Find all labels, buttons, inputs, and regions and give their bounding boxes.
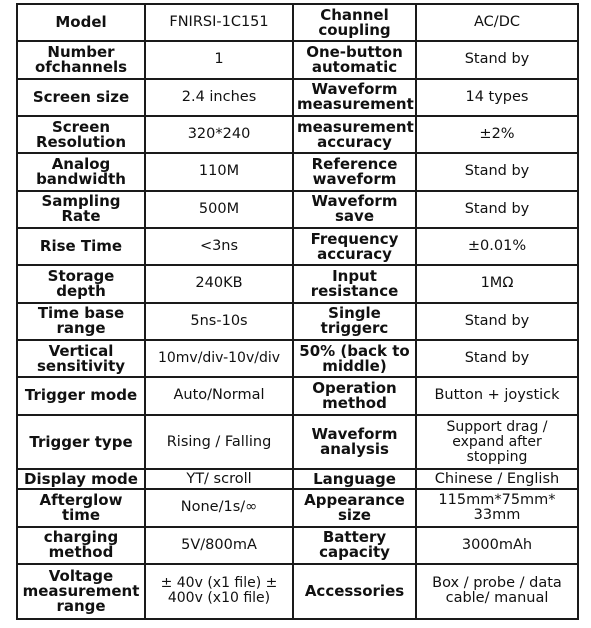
spec-value: 1 — [145, 41, 293, 78]
spec-label: Battery capacity — [293, 527, 416, 564]
spec-value: Stand by — [416, 340, 578, 377]
spec-label: Language — [293, 469, 416, 489]
spec-label: Storage depth — [17, 265, 145, 302]
spec-value: <3ns — [145, 228, 293, 265]
table-row — [17, 415, 578, 470]
table-row — [17, 41, 578, 78]
spec-label: Reference waveform — [293, 153, 416, 190]
spec-label: Afterglow time — [17, 489, 145, 526]
spec-table — [16, 3, 579, 620]
spec-label: 50% (back to middle) — [293, 340, 416, 377]
spec-label: Time base range — [17, 303, 145, 340]
table-row — [17, 564, 578, 619]
spec-value: ±0.01% — [416, 228, 578, 265]
spec-label: Waveform measurement — [293, 79, 416, 116]
spec-label: Vertical sensitivity — [17, 340, 145, 377]
spec-value: AC/DC — [416, 4, 578, 41]
spec-label: Model — [17, 4, 145, 41]
spec-value: FNIRSI-1C151 — [145, 4, 293, 41]
spec-label: Operation method — [293, 377, 416, 414]
spec-value: 115mm*75mm* 33mm — [416, 489, 578, 526]
table-row — [17, 191, 578, 228]
spec-label: One-button automatic — [293, 41, 416, 78]
spec-label: Number ofchannels — [17, 41, 145, 78]
spec-label: Channel coupling — [293, 4, 416, 41]
spec-value: 1MΩ — [416, 265, 578, 302]
spec-value: 110M — [145, 153, 293, 190]
spec-label: Appearance size — [293, 489, 416, 526]
spec-value: Stand by — [416, 41, 578, 78]
spec-value: None/1s/∞ — [145, 489, 293, 526]
spec-label: Trigger type — [17, 415, 145, 470]
table-row — [17, 340, 578, 377]
spec-label: Screen size — [17, 79, 145, 116]
spec-value: Stand by — [416, 153, 578, 190]
spec-label: Voltage measurement range — [17, 564, 145, 619]
table-row — [17, 469, 578, 489]
spec-value: Rising / Falling — [145, 415, 293, 470]
spec-value: ± 40v (x1 file) ± 400v (x10 file) — [145, 564, 293, 619]
spec-value: 5V/800mA — [145, 527, 293, 564]
spec-value: 14 types — [416, 79, 578, 116]
spec-value: 2.4 inches — [145, 79, 293, 116]
table-row — [17, 377, 578, 414]
spec-label: Analog bandwidth — [17, 153, 145, 190]
table-row — [17, 116, 578, 153]
spec-label: Input resistance — [293, 265, 416, 302]
spec-value: Stand by — [416, 191, 578, 228]
table-row — [17, 527, 578, 564]
spec-value: 3000mAh — [416, 527, 578, 564]
table-row — [17, 153, 578, 190]
spec-value: 500M — [145, 191, 293, 228]
spec-value: Button + joystick — [416, 377, 578, 414]
spec-value: YT/ scroll — [145, 469, 293, 489]
table-row — [17, 4, 578, 41]
spec-value: Chinese / English — [416, 469, 578, 489]
spec-label: charging method — [17, 527, 145, 564]
spec-value: 10mv/div-10v/div — [145, 340, 293, 377]
table-row — [17, 303, 578, 340]
spec-label: Sampling Rate — [17, 191, 145, 228]
table-row — [17, 228, 578, 265]
spec-label: Waveform save — [293, 191, 416, 228]
spec-label: Display mode — [17, 469, 145, 489]
spec-label: Screen Resolution — [17, 116, 145, 153]
spec-value: ±2% — [416, 116, 578, 153]
spec-label: Frequency accuracy — [293, 228, 416, 265]
spec-label: Rise Time — [17, 228, 145, 265]
spec-label: Waveform analysis — [293, 415, 416, 470]
spec-value: Support drag / expand after stopping — [416, 415, 578, 470]
spec-value: 240KB — [145, 265, 293, 302]
table-row — [17, 489, 578, 526]
spec-value: 320*240 — [145, 116, 293, 153]
spec-value: 5ns-10s — [145, 303, 293, 340]
table-row — [17, 79, 578, 116]
spec-label: Accessories — [293, 564, 416, 619]
spec-label: measurement accuracy — [293, 116, 416, 153]
table-row — [17, 265, 578, 302]
spec-value: Stand by — [416, 303, 578, 340]
spec-value: Auto/Normal — [145, 377, 293, 414]
spec-value: Box / probe / data cable/ manual — [416, 564, 578, 619]
spec-label: Single triggerc — [293, 303, 416, 340]
spec-label: Trigger mode — [17, 377, 145, 414]
